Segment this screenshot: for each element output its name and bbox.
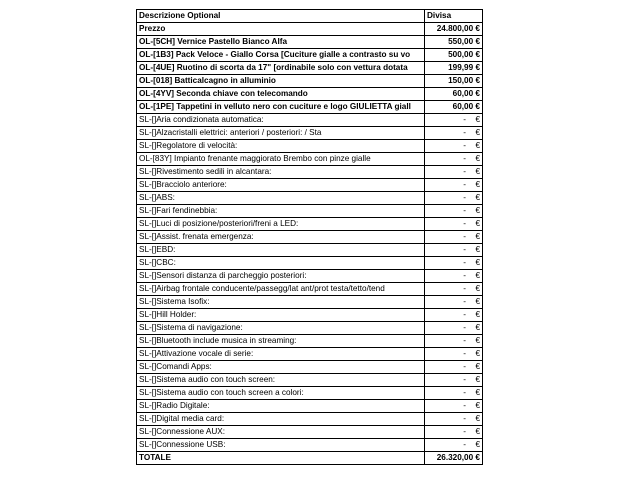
row-description: SL-[]Fari fendinebbia:: [137, 205, 425, 218]
row-description: SL-[]Digital media card:: [137, 413, 425, 426]
row-price: 24.800,00 €: [425, 23, 483, 36]
row-price: [425, 231, 483, 244]
row-description: SL-[]Rivestimento sedili in alcantara:: [137, 166, 425, 179]
table-row: [137, 231, 483, 244]
row-price-currency: €: [475, 167, 480, 176]
row-price-currency: €: [475, 336, 480, 345]
row-description: SL-[]Airbag frontale conducente/passegg/lat ant/prot testa/tetto/tend: [137, 283, 425, 296]
row-price: [425, 400, 483, 413]
row-price: 60,00 €: [425, 101, 483, 114]
row-price-dash: -: [463, 193, 466, 202]
row-price: 550,00 €: [425, 36, 483, 49]
row-description: SL-[]Comandi Apps:: [137, 361, 425, 374]
row-price-currency: €: [475, 232, 480, 241]
row-price: [425, 348, 483, 361]
table-row: [137, 127, 483, 140]
table-row: [137, 400, 483, 413]
row-price-currency: €: [475, 362, 480, 371]
table-row: [137, 140, 483, 153]
table-row: [137, 270, 483, 283]
row-price-currency: €: [475, 349, 480, 358]
table-row: [137, 218, 483, 231]
row-description: SL-[]Attivazione vocale di serie:: [137, 348, 425, 361]
row-price: [425, 127, 483, 140]
row-price-dash: -: [463, 427, 466, 436]
row-price: [425, 179, 483, 192]
table-row: [137, 309, 483, 322]
row-description: OL-[4UE] Ruotino di scorta da 17" [ordinabile solo con vettura dotata: [137, 62, 425, 75]
table-row: [137, 166, 483, 179]
row-price-dash: -: [463, 154, 466, 163]
row-price: [425, 218, 483, 231]
row-price-dash: -: [463, 206, 466, 215]
row-price-currency: €: [475, 154, 480, 163]
row-description: SL-[]ABS:: [137, 192, 425, 205]
row-description: SL-[]Sensori distanza di parcheggio posteriori:: [137, 270, 425, 283]
row-price-currency: €: [475, 219, 480, 228]
row-price: [425, 439, 483, 452]
row-description: OL-[018] Batticalcagno in alluminio: [137, 75, 425, 88]
row-price-currency: €: [475, 271, 480, 280]
row-price-currency: €: [475, 388, 480, 397]
row-price-currency: €: [475, 115, 480, 124]
row-price-dash: -: [463, 258, 466, 267]
row-price-dash: -: [463, 219, 466, 228]
row-price: [425, 374, 483, 387]
row-price-currency: €: [475, 310, 480, 319]
table-row: [137, 387, 483, 400]
row-description: SL-[]Radio Digitale:: [137, 400, 425, 413]
table-row: [137, 192, 483, 205]
table-row: [137, 75, 483, 88]
row-price-dash: -: [463, 336, 466, 345]
row-price: [425, 166, 483, 179]
row-price-dash: -: [463, 323, 466, 332]
total-price: 26.320,00 €: [425, 452, 483, 465]
row-price-dash: -: [463, 440, 466, 449]
row-price-currency: €: [475, 375, 480, 384]
total-label: TOTALE: [137, 452, 425, 465]
header-row: [137, 10, 483, 23]
row-description: SL-[]Sistema di navigazione:: [137, 322, 425, 335]
table-row: [137, 283, 483, 296]
options-table: [136, 9, 483, 465]
row-price-currency: €: [475, 180, 480, 189]
row-description: SL-[]Connessione USB:: [137, 439, 425, 452]
table-row: [137, 179, 483, 192]
row-price-dash: -: [463, 167, 466, 176]
table-row: [137, 23, 483, 36]
table-row: [137, 101, 483, 114]
table-row: [137, 374, 483, 387]
row-price-currency: €: [475, 258, 480, 267]
row-description: SL-[]Bluetooth include musica in streaming:: [137, 335, 425, 348]
table-row: [137, 244, 483, 257]
row-price-currency: €: [475, 297, 480, 306]
row-price-dash: -: [463, 141, 466, 150]
row-price-dash: -: [463, 128, 466, 137]
row-price: [425, 244, 483, 257]
row-price: [425, 192, 483, 205]
row-price: 500,00 €: [425, 49, 483, 62]
row-price: [425, 205, 483, 218]
row-price: [425, 296, 483, 309]
row-price-currency: €: [475, 193, 480, 202]
row-description: Prezzo: [137, 23, 425, 36]
row-price: [425, 413, 483, 426]
row-price-dash: -: [463, 349, 466, 358]
row-price: [425, 270, 483, 283]
row-price-dash: -: [463, 414, 466, 423]
row-description: SL-[]Alzacristalli elettrici: anteriori / posteriori: / Sta: [137, 127, 425, 140]
row-description: SL-[]Sistema audio con touch screen:: [137, 374, 425, 387]
table-row: [137, 413, 483, 426]
row-price: [425, 283, 483, 296]
row-price: 60,00 €: [425, 88, 483, 101]
header-description: Descrizione Optional: [137, 10, 425, 23]
row-price: [425, 426, 483, 439]
row-price: [425, 335, 483, 348]
row-price-dash: -: [463, 401, 466, 410]
row-price-dash: -: [463, 115, 466, 124]
table-row: [137, 257, 483, 270]
row-description: SL-[]Bracciolo anteriore:: [137, 179, 425, 192]
row-price: [425, 309, 483, 322]
row-description: OL-[83Y] Impianto frenante maggiorato Brembo con pinze gialle: [137, 153, 425, 166]
row-description: SL-[]Assist. frenata emergenza:: [137, 231, 425, 244]
row-description: SL-[]Sistema audio con touch screen a colori:: [137, 387, 425, 400]
row-price-dash: -: [463, 310, 466, 319]
row-description: OL-[4YV] Seconda chiave con telecomando: [137, 88, 425, 101]
row-description: SL-[]Regolatore di velocità:: [137, 140, 425, 153]
row-price-dash: -: [463, 297, 466, 306]
table-row: [137, 361, 483, 374]
table-row: [137, 426, 483, 439]
table-row: [137, 153, 483, 166]
table-row: [137, 62, 483, 75]
row-price: [425, 387, 483, 400]
row-description: OL-[1B3] Pack Veloce - Giallo Corsa [Cuciture gialle a contrasto su vo: [137, 49, 425, 62]
row-description: OL-[1PE] Tappetini in velluto nero con cuciture e logo GIULIETTA giall: [137, 101, 425, 114]
row-price-currency: €: [475, 206, 480, 215]
table-row: [137, 49, 483, 62]
row-price-currency: €: [475, 323, 480, 332]
row-description: SL-[]Connessione AUX:: [137, 426, 425, 439]
row-price: 150,00 €: [425, 75, 483, 88]
row-price: [425, 257, 483, 270]
row-price-currency: €: [475, 141, 480, 150]
row-price-currency: €: [475, 401, 480, 410]
row-price-dash: -: [463, 284, 466, 293]
row-description: SL-[]Aria condizionata automatica:: [137, 114, 425, 127]
row-description: SL-[]EBD:: [137, 244, 425, 257]
row-price-dash: -: [463, 271, 466, 280]
row-price-currency: €: [475, 245, 480, 254]
table-row: [137, 296, 483, 309]
row-price-dash: -: [463, 388, 466, 397]
row-description: SL-[]CBC:: [137, 257, 425, 270]
table-row: [137, 335, 483, 348]
header-price: Divisa: [425, 10, 483, 23]
row-price: [425, 322, 483, 335]
row-price-currency: €: [475, 440, 480, 449]
row-description: SL-[]Luci di posizione/posteriori/freni a LED:: [137, 218, 425, 231]
row-price: 199,99 €: [425, 62, 483, 75]
row-price-dash: -: [463, 232, 466, 241]
row-price-currency: €: [475, 427, 480, 436]
table-row: [137, 36, 483, 49]
row-price-dash: -: [463, 375, 466, 384]
table-row: [137, 439, 483, 452]
row-price: [425, 361, 483, 374]
total-row: [137, 452, 483, 465]
row-price-currency: €: [475, 284, 480, 293]
table-row: [137, 114, 483, 127]
row-description: OL-[5CH] Vernice Pastello Bianco Alfa: [137, 36, 425, 49]
row-price: [425, 153, 483, 166]
table-row: [137, 205, 483, 218]
table-row: [137, 348, 483, 361]
row-price-dash: -: [463, 180, 466, 189]
table-row: [137, 322, 483, 335]
row-price-currency: €: [475, 128, 480, 137]
row-price-currency: €: [475, 414, 480, 423]
row-description: SL-[]Hill Holder:: [137, 309, 425, 322]
row-price-dash: -: [463, 245, 466, 254]
row-price: [425, 140, 483, 153]
row-description: SL-[]Sistema Isofix:: [137, 296, 425, 309]
table-row: [137, 88, 483, 101]
options-sheet: [136, 9, 482, 465]
row-price: [425, 114, 483, 127]
row-price-dash: -: [463, 362, 466, 371]
